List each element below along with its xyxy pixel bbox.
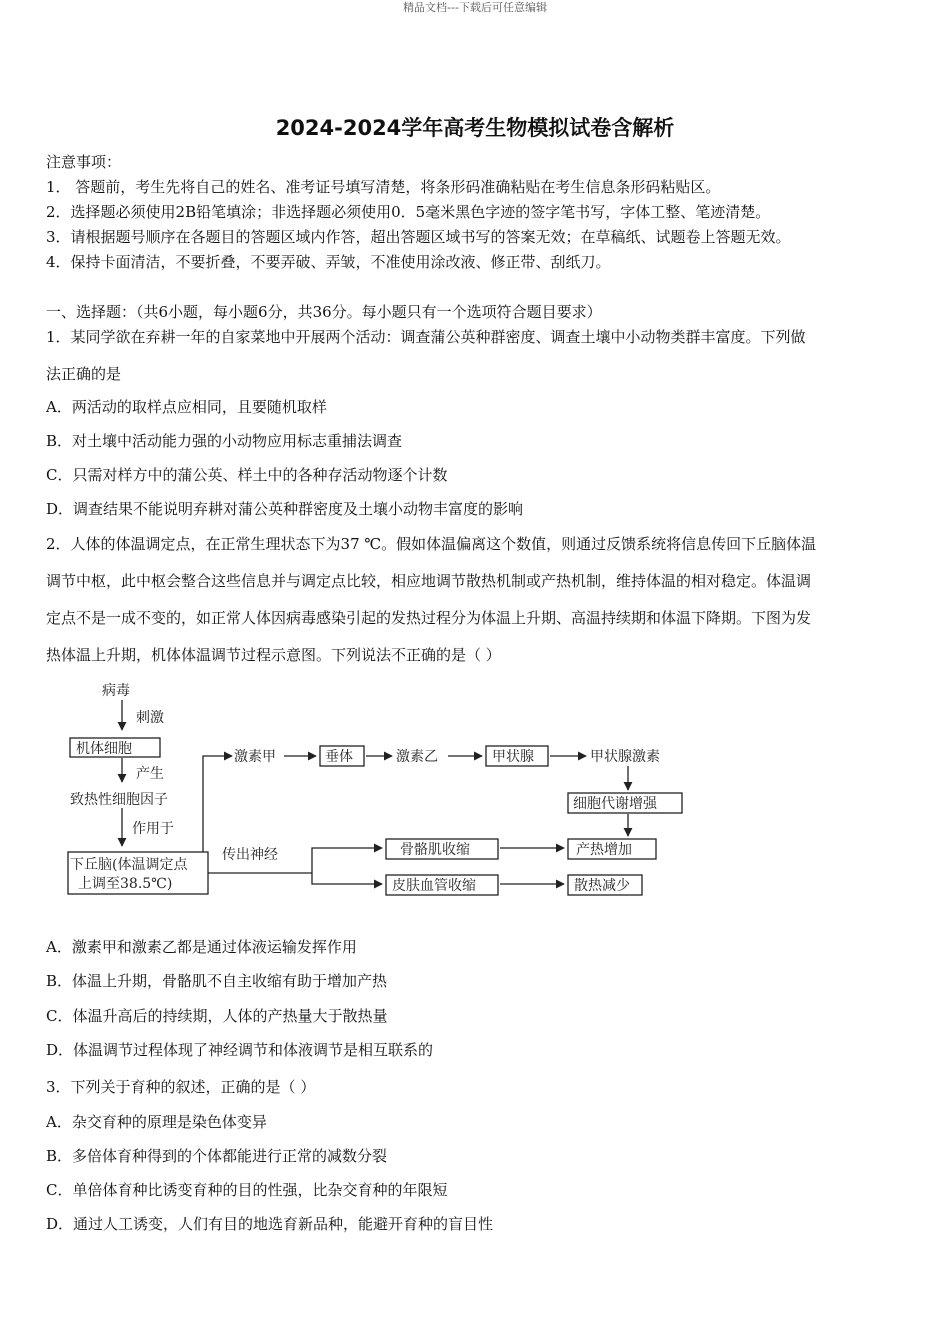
diagram-muscle: 骨骼肌收缩 xyxy=(400,842,470,858)
diagram-hypothalamus: 下丘脑(体温调定点 xyxy=(70,857,188,873)
diagram-hormone-b: 激素乙 xyxy=(396,749,438,765)
q1-stem: 1．某同学欲在弃耕一年的自家菜地中开展两个活动：调查蒲公英种群密度、调查土壤中小动物类群丰富度。下列做 xyxy=(46,328,806,346)
page-title: 2024-2024学年高考生物模拟试卷含解析 xyxy=(275,116,675,140)
q2-stem: 热体温上升期，机体体温调节过程示意图。下列说法不正确的是（ ） xyxy=(46,646,501,664)
q3-option-b: B．多倍体育种得到的个体都能进行正常的减数分裂 xyxy=(46,1147,388,1165)
q3-stem: 3．下列关于育种的叙述，正确的是（ ） xyxy=(46,1078,316,1096)
q2-stem: 定点不是一成不变的，如正常人体因病毒感染引起的发热过程分为体温上升期、高温持续期和体温下降期。下图为发 xyxy=(46,609,812,627)
notice-item: 3．请根据题号顺序在各题目的答题区域内作答，超出答题区域书写的答案无效；在草稿纸、试题卷上答题无效。 xyxy=(46,228,791,246)
q3-option-d: D．通过人工诱变，人们有目的地选育新品种，能避开育种的盲目性 xyxy=(46,1215,494,1233)
diagram-vessel: 皮肤血管收缩 xyxy=(392,878,476,894)
diagram-produce: 产生 xyxy=(136,766,164,782)
diagram-pituitary: 垂体 xyxy=(325,749,353,765)
q3-option-a: A．杂交育种的原理是染色体变异 xyxy=(46,1113,267,1131)
q3-option-c: C．单倍体育种比诱变育种的目的性强，比杂交育种的年限短 xyxy=(46,1181,448,1199)
diagram-thyroid: 甲状腺 xyxy=(492,749,534,765)
diagram-hypothalamus: 上调至38.5℃) xyxy=(78,876,173,892)
diagram-act-on: 作用于 xyxy=(132,821,174,837)
q1-option-b: B．对土壤中活动能力强的小动物应用标志重捕法调查 xyxy=(46,432,403,450)
notice-item: 2．选择题必须使用2B铅笔填涂；非选择题必须使用0．5毫米黑色字迹的签字笔书写，字体工整、笔迹清楚。 xyxy=(46,203,771,221)
q2-option-c: C．体温升高后的持续期，人体的产热量大于散热量 xyxy=(46,1007,388,1025)
notice-item: 1． 答题前，考生先将自己的姓名、准考证号填写清楚，将条形码准确粘贴在考生信息条形码粘贴区。 xyxy=(46,178,721,196)
q2-stem: 2．人体的体温调定点，在正常生理状态下为37 ℃。假如体温偏离这个数值，则通过反馈系统将信息传回下丘脑体温 xyxy=(46,535,817,553)
q2-option-b: B．体温上升期，骨骼肌不自主收缩有助于增加产热 xyxy=(46,972,388,990)
watermark: 精品文档---下载后可任意编辑 xyxy=(403,1,547,14)
diagram-pyrogen: 致热性细胞因子 xyxy=(70,792,168,808)
q1-option-a: A．两活动的取样点应相同，且要随机取样 xyxy=(46,398,327,416)
diagram-metabolism: 细胞代谢增强 xyxy=(573,796,657,812)
diagram-efferent: 传出神经 xyxy=(222,847,278,863)
notice-heading: 注意事项： xyxy=(46,153,122,171)
notice-item: 4．保持卡面清洁，不要折叠，不要弄破、弄皱，不准使用涂改液、修正带、刮纸刀。 xyxy=(46,253,611,271)
diagram-thyroid-hormone: 甲状腺激素 xyxy=(590,749,660,765)
diagram-heat-down: 散热减少 xyxy=(574,878,630,894)
q1-option-d: D．调查结果不能说明弃耕对蒲公英种群密度及土壤小动物丰富度的影响 xyxy=(46,500,524,518)
section-heading: 一、选择题：（共6小题，每小题6分，共36分。每小题只有一个选项符合题目要求） xyxy=(46,303,602,321)
diagram-hormone-a: 激素甲 xyxy=(234,749,276,765)
diagram-stimulate: 刺激 xyxy=(136,710,164,726)
q2-stem: 调节中枢，此中枢会整合这些信息并与调定点比较，相应地调节散热机制或产热机制，维持体温的相对稳定。体温调 xyxy=(46,572,812,590)
q2-option-a: A．激素甲和激素乙都是通过体液运输发挥作用 xyxy=(46,938,357,956)
diagram-body-cell: 机体细胞 xyxy=(76,741,132,757)
q1-option-c: C．只需对样方中的蒲公英、样土中的各种存活动物逐个计数 xyxy=(46,466,448,484)
q2-option-d: D．体温调节过程体现了神经调节和体液调节是相互联系的 xyxy=(46,1041,434,1059)
thermoregulation-diagram xyxy=(60,676,700,906)
q1-stem: 法正确的是 xyxy=(46,365,122,383)
diagram-virus: 病毒 xyxy=(102,683,130,699)
diagram-heat-up: 产热增加 xyxy=(576,842,632,858)
